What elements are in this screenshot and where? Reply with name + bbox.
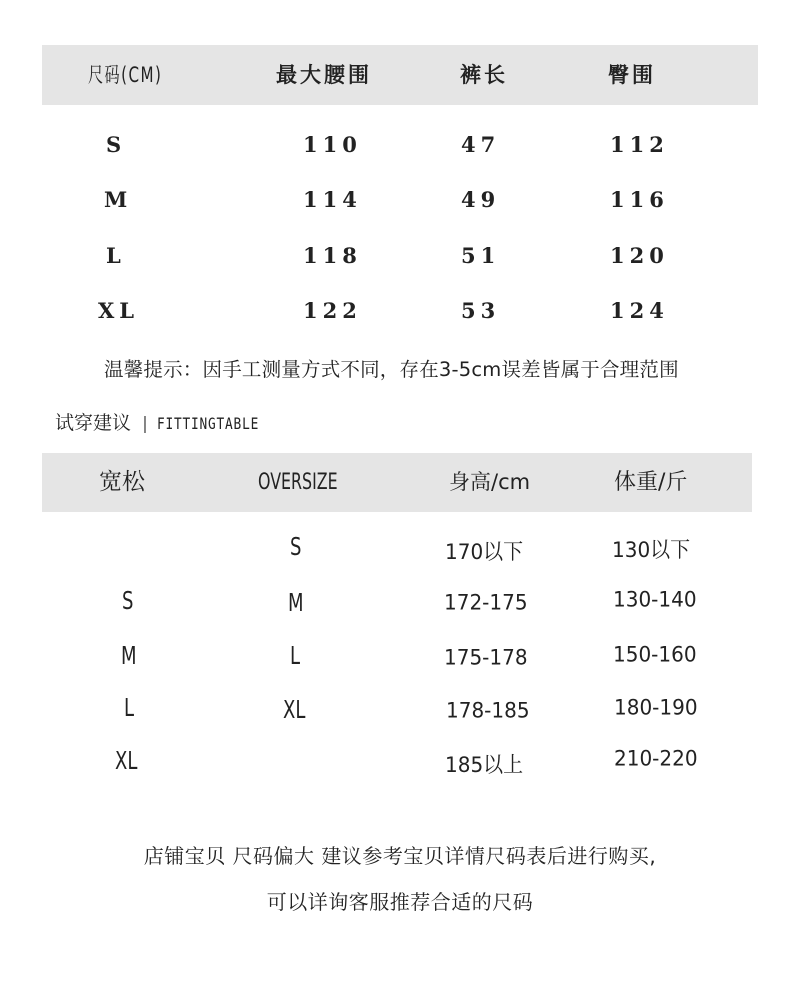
fit-cell: XL xyxy=(283,695,306,724)
fit-cell: M xyxy=(121,641,137,670)
size-cell: 47 xyxy=(461,132,501,157)
fit-header-height: 身高/cm xyxy=(449,470,531,494)
size-cell: 49 xyxy=(461,187,501,212)
section-title xyxy=(55,408,285,435)
fit-cell: 185以上 xyxy=(445,751,524,778)
fit-cell: S xyxy=(122,586,134,615)
section-subtitle: FITTINGTABLE xyxy=(156,414,260,433)
footer-line-1: 店铺宝贝 尺码偏大 建议参考宝贝详情尺码表后进行购买, xyxy=(143,844,657,868)
fit-cell: L xyxy=(124,693,135,722)
measurement-tip: 温馨提示：因手工测量方式不同，存在3-5cm误差皆属于合理范围 xyxy=(104,358,679,381)
fit-cell: 130以下 xyxy=(612,536,691,563)
size-cell: 53 xyxy=(461,298,501,323)
size-header-hip: 臀围 xyxy=(608,63,656,87)
fit-header-weight: 体重/斤 xyxy=(614,470,688,495)
size-cell: 120 xyxy=(610,243,669,268)
fit-cell: 210-220 xyxy=(614,745,698,771)
size-header-length: 裤长 xyxy=(460,63,508,87)
size-cell: XL xyxy=(98,298,140,323)
fit-table-header xyxy=(42,453,752,512)
fit-cell: 170以下 xyxy=(445,538,524,565)
size-cell: 122 xyxy=(303,298,362,323)
fit-cell: XL xyxy=(115,746,138,775)
size-cell: 116 xyxy=(610,187,669,212)
section-divider: | xyxy=(142,414,148,434)
fit-cell: S xyxy=(290,532,302,561)
fit-header-oversize: OVERSIZE xyxy=(258,470,338,495)
fit-cell: 175-178 xyxy=(444,644,528,670)
fit-cell: L xyxy=(290,641,301,670)
size-cell: M xyxy=(104,187,133,212)
size-header-size: 尺码(CM) xyxy=(88,63,163,87)
fit-cell: 178-185 xyxy=(446,697,530,723)
size-table-header xyxy=(42,45,758,105)
size-cell: 110 xyxy=(303,132,362,157)
size-cell: 124 xyxy=(610,298,669,323)
fit-cell: 180-190 xyxy=(614,694,698,720)
fit-cell: 150-160 xyxy=(613,641,697,667)
size-cell: 118 xyxy=(303,243,362,268)
size-cell: 112 xyxy=(610,132,669,157)
footer-line-2: 可以详询客服推荐合适的尺码 xyxy=(266,890,534,914)
size-header-waist: 最大腰围 xyxy=(276,63,372,87)
fit-cell: 172-175 xyxy=(444,589,528,615)
fit-cell: M xyxy=(288,588,304,617)
section-title-text: 试穿建议 xyxy=(55,412,132,434)
size-cell: L xyxy=(106,243,126,268)
size-cell: 51 xyxy=(461,243,501,268)
size-cell: S xyxy=(106,132,127,157)
fit-cell: 130-140 xyxy=(613,586,697,612)
fit-header-loose: 宽松 xyxy=(99,469,145,495)
size-cell: 114 xyxy=(303,187,362,212)
